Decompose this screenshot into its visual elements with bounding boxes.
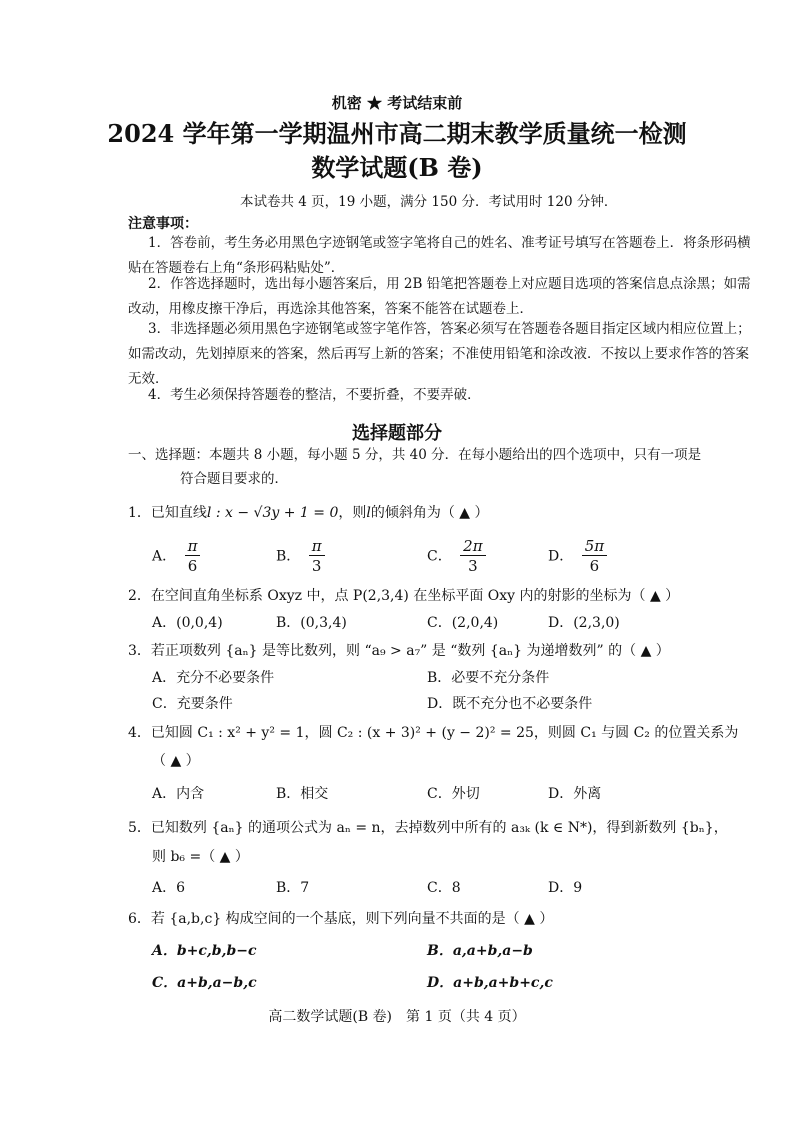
q6-option-a: A．b+c,b,b−c — [152, 943, 257, 959]
denominator: 3 — [311, 557, 322, 575]
q5-option-d: D．9 — [548, 880, 583, 896]
notice-item: 2．作答选择题时，选出每小题答案后，用 2B 铅笔把答题卷上对应题目选项的答案信息点涂黑；如需改动，用橡皮擦干净后，再选涂其他答案，答案不能答在试题卷上． — [128, 276, 751, 317]
exam-info: 本试卷共 4 页，19 小题，满分 150 分．考试用时 120 分钟． — [240, 194, 618, 210]
option-label: D． — [548, 548, 574, 565]
q6-option-d: D．a+b,a+b+c,c — [427, 975, 553, 991]
q4-option-c: C．外切 — [427, 786, 480, 802]
option-label: A． — [152, 548, 177, 565]
notice-heading: 注意事项： — [128, 216, 198, 232]
notice-item: 1．答卷前，考生务必用黑色字迹钢笔或签字笔将自己的姓名、准考证号填写在答题卷上．将条形码横贴在答题卷右上角“条形码粘贴处”． — [128, 235, 751, 276]
question-4-stem: 4．已知圆 C₁ : x² + y² = 1，圆 C₂ : (x + 3)² + (y − 2)² = 25，则圆 C₁ 与圆 C₂ 的位置关系为 — [128, 725, 739, 741]
q3-option-b: B．必要不充分条件 — [427, 670, 550, 686]
fraction — [582, 537, 607, 576]
question-5-stem-cont: 则 b₆ =（ ▲ ） — [152, 849, 249, 865]
question-4-stem-cont: （ ▲ ） — [152, 753, 200, 769]
numerator: 2π — [460, 537, 485, 556]
q1-option-d — [548, 537, 607, 576]
fraction — [460, 537, 485, 576]
q2-option-b: B．(0,3,4) — [276, 615, 347, 631]
q3-option-d: D．既不充分也不必要条件 — [427, 696, 593, 712]
confidential-label: 机密 ★ 考试结束前 — [331, 94, 463, 112]
exam-title: 2024 学年第一学期温州市高二期末教学质量统一检测 — [107, 119, 687, 148]
section-intro — [128, 443, 756, 491]
question-3-stem: 3．若正项数列 {aₙ} 是等比数列，则 “a₉ > a₇” 是 “数列 {aₙ} 为递增数列” 的（ ▲ ） — [128, 643, 670, 659]
exam-subtitle: 数学试题(B 卷) — [311, 153, 483, 182]
fraction — [309, 537, 325, 576]
q1-option-a — [152, 537, 200, 576]
q1-text: 的倾斜角为（ ▲ ） — [370, 505, 489, 521]
q4-option-d: D．外离 — [548, 786, 602, 802]
question-5-stem: 5．已知数列 {aₙ} 的通项公式为 aₙ = n，去掉数列中所有的 a₃ₖ (k ∈ N*)，得到新数列 {bₙ}， — [128, 820, 728, 836]
q3-option-a: A．充分不必要条件 — [152, 670, 275, 686]
q5-option-a: A．6 — [152, 880, 186, 896]
q4-option-b: B．相交 — [276, 786, 329, 802]
section-heading: 选择题部分 — [352, 423, 442, 444]
page-footer: 高二数学试题(B 卷) 第 1 页（共 4 页） — [268, 1009, 526, 1025]
option-label: C． — [427, 548, 452, 565]
option-label: B． — [276, 548, 301, 565]
q5-option-b: B．7 — [276, 880, 310, 896]
fraction — [185, 537, 201, 576]
q6-option-c: C．a+b,a−b,c — [152, 975, 257, 991]
section-intro-line2: 符合题目要求的． — [180, 471, 288, 487]
notice-item: 3．非选择题必须用黑色字迹钢笔或签字笔作答，答案必须写在答题卷各题目指定区域内相应位置上；如需改动，先划掉原来的答案，然后再写上新的答案；不准使用铅笔和涂改液．不按以上要求作答的答案无效． — [128, 321, 751, 387]
numerator: π — [185, 537, 201, 556]
q1-option-b — [276, 537, 325, 576]
question-2-stem: 2．在空间直角坐标系 Oxyz 中，点 P(2,3,4) 在坐标平面 Oxy 内的射影的坐标为（ ▲ ） — [128, 588, 680, 604]
q2-option-d: D．(2,3,0) — [548, 615, 620, 631]
denominator: 3 — [468, 557, 478, 575]
numerator: π — [309, 537, 325, 556]
question-6-stem: 6．若 {a,b,c} 构成空间的一个基底，则下列向量不共面的是（ ▲ ） — [128, 911, 554, 927]
q5-option-c: C．8 — [427, 880, 461, 896]
q4-option-a: A．内含 — [152, 786, 205, 802]
q1-equation: l : x − √3y + 1 = 0 — [206, 505, 339, 521]
section-intro-line1: 一、选择题：本题共 8 小题，每小题 5 分，共 40 分．在每小题给出的四个选项中，只有一项是 — [128, 447, 702, 463]
q1-var: l — [366, 505, 371, 521]
q1-text: 1．已知直线 — [128, 505, 207, 521]
q6-option-b: B．a,a+b,a−b — [427, 943, 533, 959]
notice-item: 4．考生必须保持答题卷的整洁，不要折叠，不要弄破． — [148, 387, 481, 403]
question-1-stem — [128, 502, 756, 522]
q1-text: ，则 — [338, 505, 367, 521]
numerator: 5π — [582, 537, 607, 556]
q2-option-a: A．(0,0,4) — [152, 615, 223, 631]
denominator: 6 — [589, 557, 600, 575]
q1-option-c — [427, 537, 486, 576]
denominator: 6 — [187, 557, 198, 575]
q2-option-c: C．(2,0,4) — [427, 615, 499, 631]
q3-option-c: C．充要条件 — [152, 696, 233, 712]
